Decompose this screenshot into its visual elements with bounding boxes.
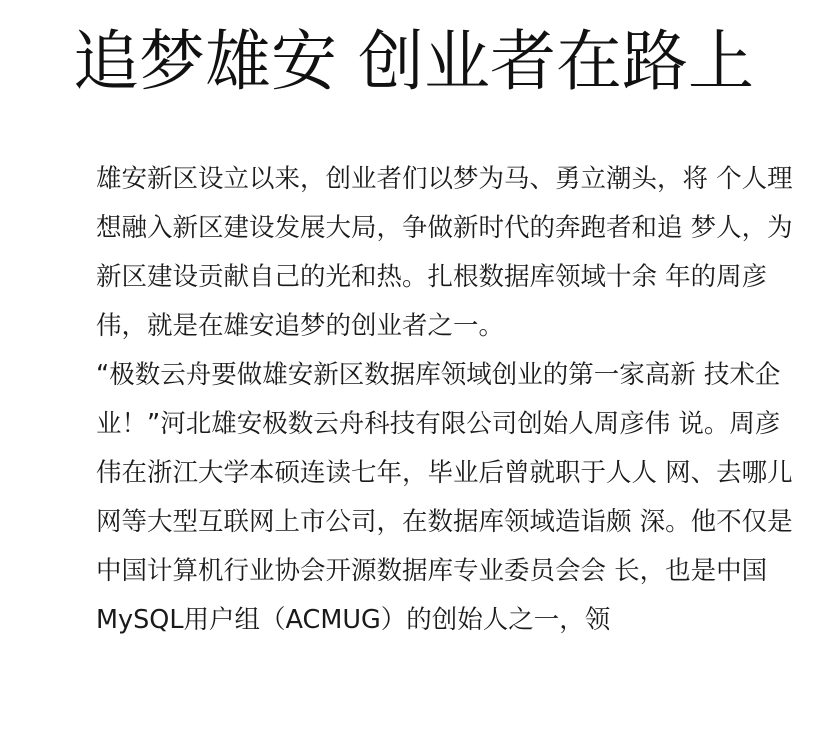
paragraph-line: 网、去哪儿网等大型互联网上市公司，在数据库领域造诣颇 (96, 458, 793, 537)
paragraph-line: 梦人，为新区建设贡献自己的光和热。扎根数据库领域十余 (96, 213, 793, 292)
paragraph-line: 说。周彦伟在浙江大学本硕连读七年，毕业后曾就职于人人 (96, 409, 781, 488)
paragraph-line: 长，也是中国MySQL用户组（ACMUG）的创始人之一，领 (96, 556, 768, 635)
article-body (96, 155, 803, 645)
paragraph-2 (96, 351, 803, 645)
paragraph-line: “极数云舟要做雄安新区数据库领域创业的第一家高新 (96, 360, 696, 390)
paragraph-line: 雄安新区设立以来，创业者们以梦为马、勇立潮头，将 (96, 164, 709, 194)
paragraph-1 (96, 155, 803, 351)
paragraph-line: 年的周彦伟，就是在雄安追梦的创业者之一。 (96, 262, 768, 341)
paragraph-line: 技术企业！”河北雄安极数云舟科技有限公司创始人周彦伟 (96, 360, 781, 439)
paragraph-line: 深。他不仅是中国计算机行业协会开源数据库专业委员会会 (96, 507, 793, 586)
paragraph-line: 个人理想融入新区建设发展大局，争做新时代的奔跑者和追 (96, 164, 793, 243)
article-title: 追梦雄安 创业者在路上 (73, 23, 754, 100)
